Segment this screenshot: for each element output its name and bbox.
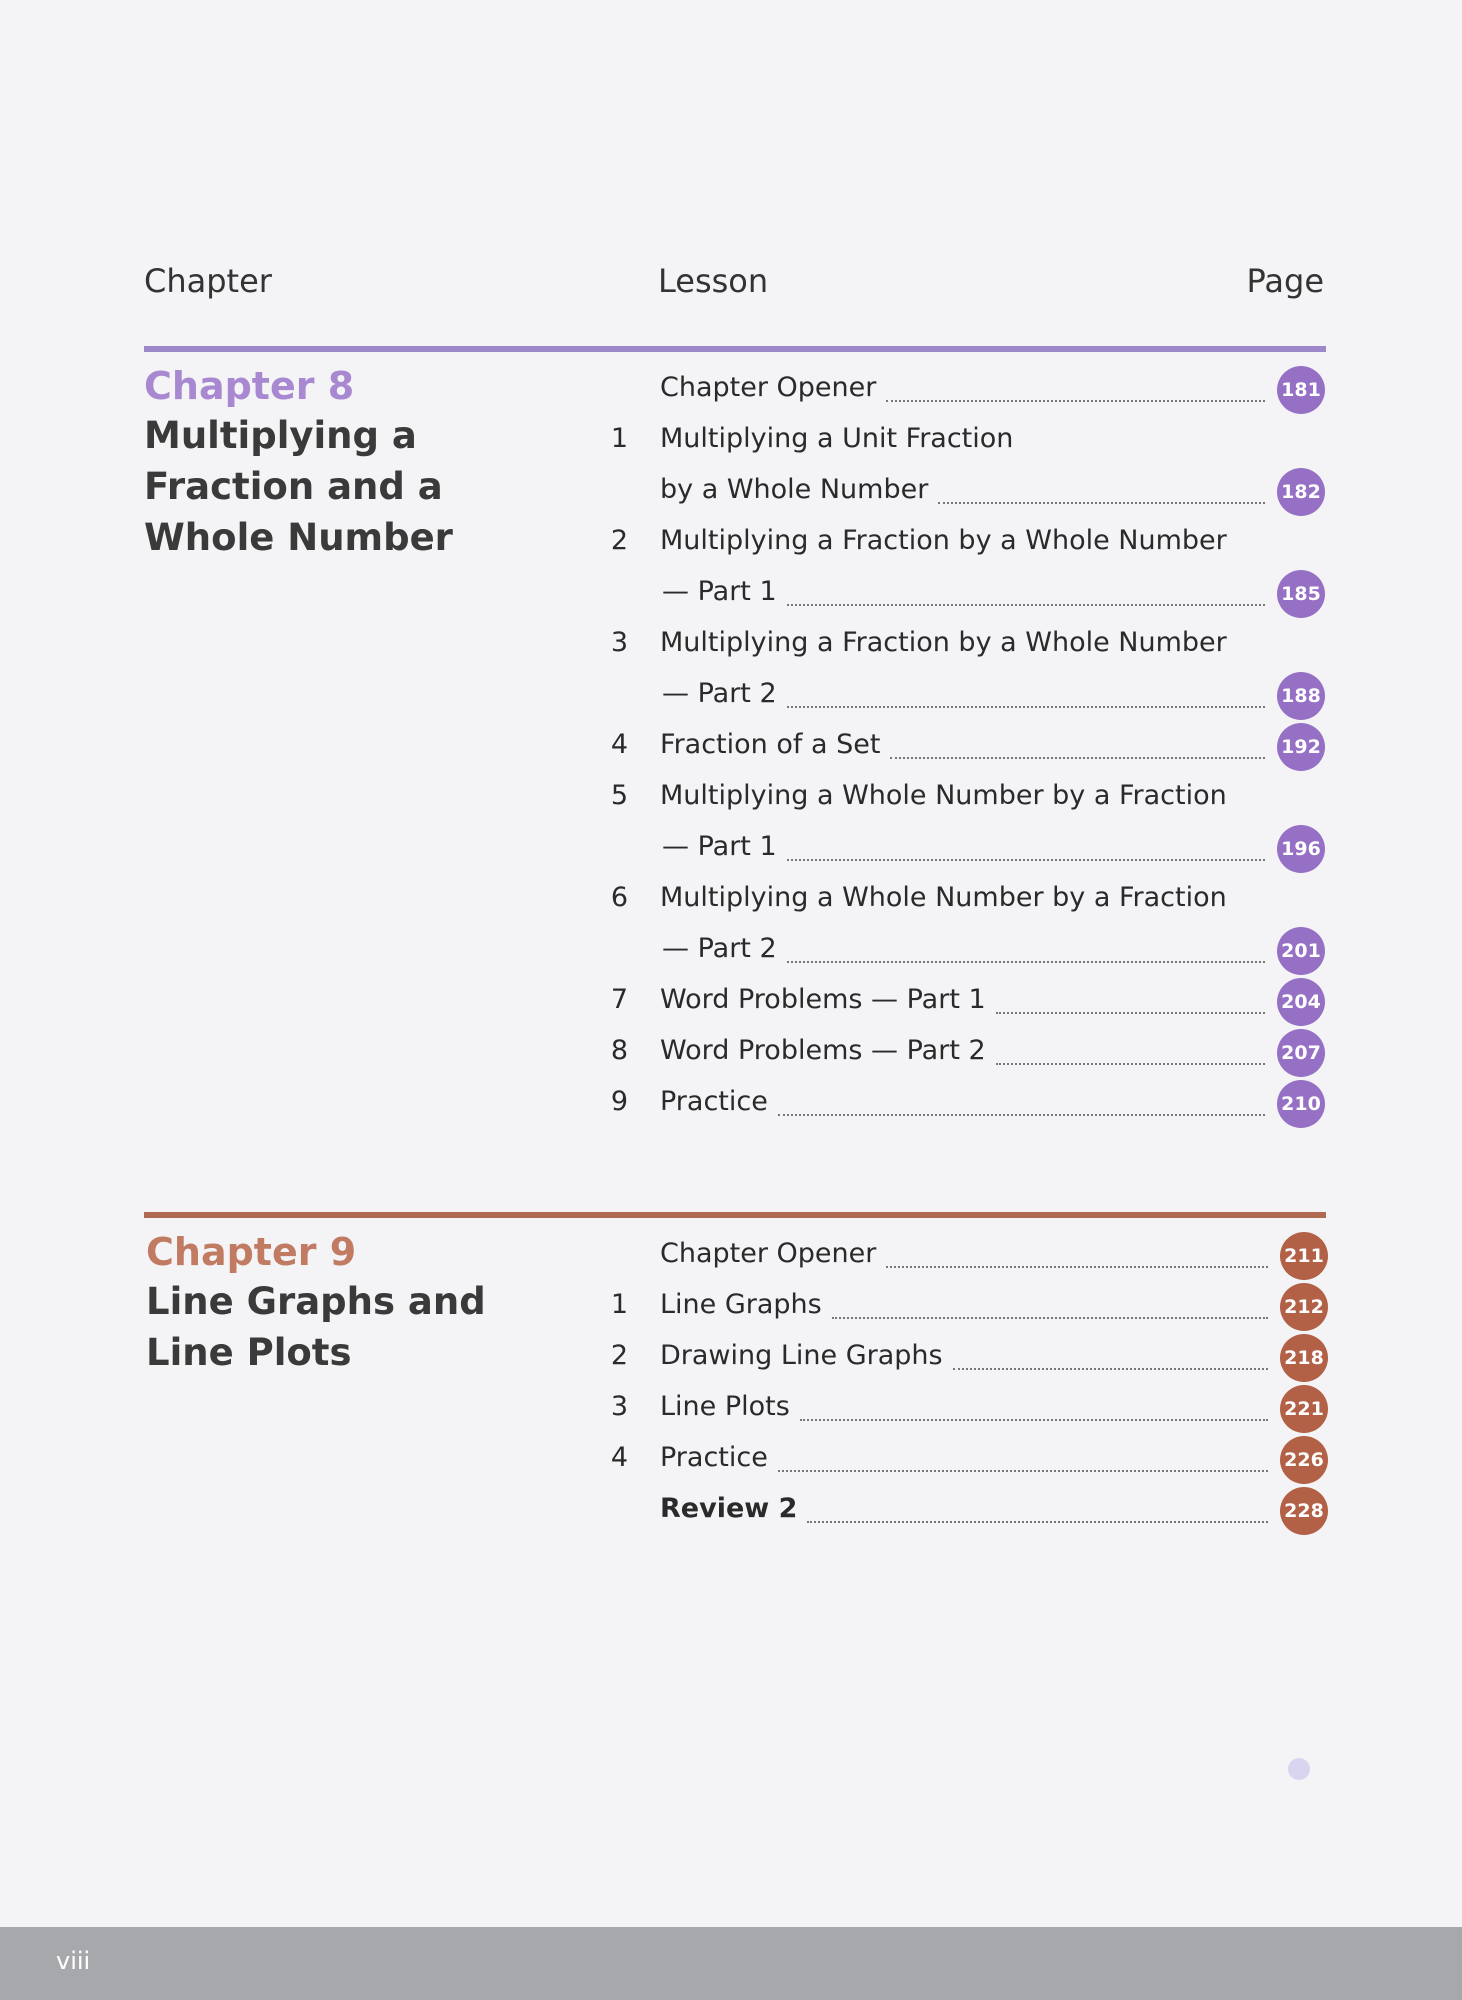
lesson-title: Word Problems — Part 1: [660, 984, 986, 1015]
lesson-title: Chapter Opener: [660, 1238, 877, 1269]
toc-entry: [0, 933, 1462, 984]
page-number: viii: [56, 1947, 91, 1975]
lesson-title: Multiplying a Fraction by a Whole Number: [660, 525, 1227, 556]
toc-entry: [0, 678, 1462, 729]
toc-entry: [0, 576, 1462, 627]
toc-entry: [0, 1086, 1462, 1137]
dot-leader: [890, 757, 1265, 759]
dot-leader: [787, 961, 1265, 963]
toc-entry: [0, 627, 1462, 678]
toc-entry: [0, 729, 1462, 780]
page-number-badge[interactable]: 204: [1277, 978, 1325, 1026]
lesson-number: 5: [610, 780, 628, 811]
chapter9-label: Chapter 9: [146, 1230, 357, 1274]
toc-entry: [0, 780, 1462, 831]
page-number-badge[interactable]: 221: [1280, 1385, 1328, 1433]
chapter8-title: Multiplying a Fraction and a Whole Number: [144, 414, 453, 559]
lesson-title: Word Problems — Part 2: [660, 1035, 986, 1066]
toc-entry: [0, 423, 1462, 474]
lesson-number: 3: [610, 627, 628, 658]
page-number-badge[interactable]: 188: [1277, 672, 1325, 720]
page-footer: [0, 1927, 1462, 2000]
lesson-title: Chapter Opener: [660, 372, 877, 403]
page-number-badge[interactable]: 218: [1280, 1334, 1328, 1382]
lesson-title: — Part 1: [662, 831, 777, 862]
toc-entry: [0, 1442, 1462, 1493]
lesson-number: 9: [610, 1086, 628, 1117]
lesson-title: Drawing Line Graphs: [660, 1340, 943, 1371]
toc-entry: [0, 1289, 1462, 1340]
lesson-number: 3: [610, 1391, 628, 1422]
lesson-number: 1: [610, 1289, 628, 1320]
dot-leader: [886, 400, 1265, 402]
decorative-dot: [1288, 1758, 1310, 1780]
lesson-title: Review 2: [660, 1493, 798, 1524]
chapter8-divider: [144, 346, 1326, 352]
toc-entry: [0, 984, 1462, 1035]
lesson-title: — Part 1: [662, 576, 777, 607]
dot-leader: [886, 1266, 1268, 1268]
toc-entry: [0, 1391, 1462, 1442]
dot-leader: [938, 502, 1265, 504]
page-number-badge[interactable]: 228: [1280, 1487, 1328, 1535]
dot-leader: [800, 1419, 1268, 1421]
toc-entry: [0, 1340, 1462, 1391]
lesson-title: Multiplying a Fraction by a Whole Number: [660, 627, 1227, 658]
lesson-title: Line Graphs: [660, 1289, 822, 1320]
lesson-title: — Part 2: [662, 678, 777, 709]
lesson-title: Fraction of a Set: [660, 729, 881, 760]
page-number-badge[interactable]: 182: [1277, 468, 1325, 516]
page-number-badge[interactable]: 196: [1277, 825, 1325, 873]
toc-entry: [0, 474, 1462, 525]
chapter8-label: Chapter 8: [144, 364, 355, 408]
lesson-number: 4: [610, 729, 628, 760]
lesson-title: Multiplying a Whole Number by a Fraction: [660, 882, 1227, 913]
toc-entry: [0, 1238, 1462, 1289]
toc-entry: [0, 1035, 1462, 1086]
dot-leader: [778, 1470, 1268, 1472]
lesson-number: 1: [610, 423, 628, 454]
dot-leader: [996, 1012, 1265, 1014]
lesson-number: 2: [610, 1340, 628, 1371]
lesson-title: Multiplying a Whole Number by a Fraction: [660, 780, 1227, 811]
chapter9-title: Line Graphs and Line Plots: [146, 1280, 486, 1374]
page-number-badge[interactable]: 210: [1277, 1080, 1325, 1128]
lesson-title: — Part 2: [662, 933, 777, 964]
header-chapter: Chapter: [144, 262, 272, 300]
page-number-badge[interactable]: 192: [1277, 723, 1325, 771]
header-lesson: Lesson: [658, 262, 769, 300]
lesson-number: 7: [610, 984, 628, 1015]
dot-leader: [787, 604, 1265, 606]
toc-entry: [0, 372, 1462, 423]
lesson-title: Practice: [660, 1086, 768, 1117]
lesson-title: Multiplying a Unit Fraction: [660, 423, 1014, 454]
dot-leader: [778, 1114, 1265, 1116]
page-number-badge[interactable]: 181: [1277, 366, 1325, 414]
lesson-title: by a Whole Number: [660, 474, 929, 505]
dot-leader: [787, 706, 1265, 708]
chapter9-divider: [144, 1212, 1326, 1218]
lesson-number: 2: [610, 525, 628, 556]
lesson-number: 8: [610, 1035, 628, 1066]
page-number-badge[interactable]: 207: [1277, 1029, 1325, 1077]
lesson-number: 6: [610, 882, 628, 913]
page-number-badge[interactable]: 201: [1277, 927, 1325, 975]
dot-leader: [953, 1368, 1268, 1370]
dot-leader: [832, 1317, 1268, 1319]
dot-leader: [807, 1521, 1268, 1523]
dot-leader: [787, 859, 1265, 861]
dot-leader: [996, 1063, 1265, 1065]
page-number-badge[interactable]: 185: [1277, 570, 1325, 618]
page-number-badge[interactable]: 211: [1280, 1232, 1328, 1280]
page-number-badge[interactable]: 226: [1280, 1436, 1328, 1484]
page-number-badge[interactable]: 212: [1280, 1283, 1328, 1331]
toc-entry: [0, 882, 1462, 933]
lesson-title: Practice: [660, 1442, 768, 1473]
lesson-title: Line Plots: [660, 1391, 790, 1422]
toc-entry: [0, 525, 1462, 576]
toc-entry: [0, 1493, 1462, 1544]
toc-entry: [0, 831, 1462, 882]
header-page: Page: [1246, 262, 1324, 300]
lesson-number: 4: [610, 1442, 628, 1473]
